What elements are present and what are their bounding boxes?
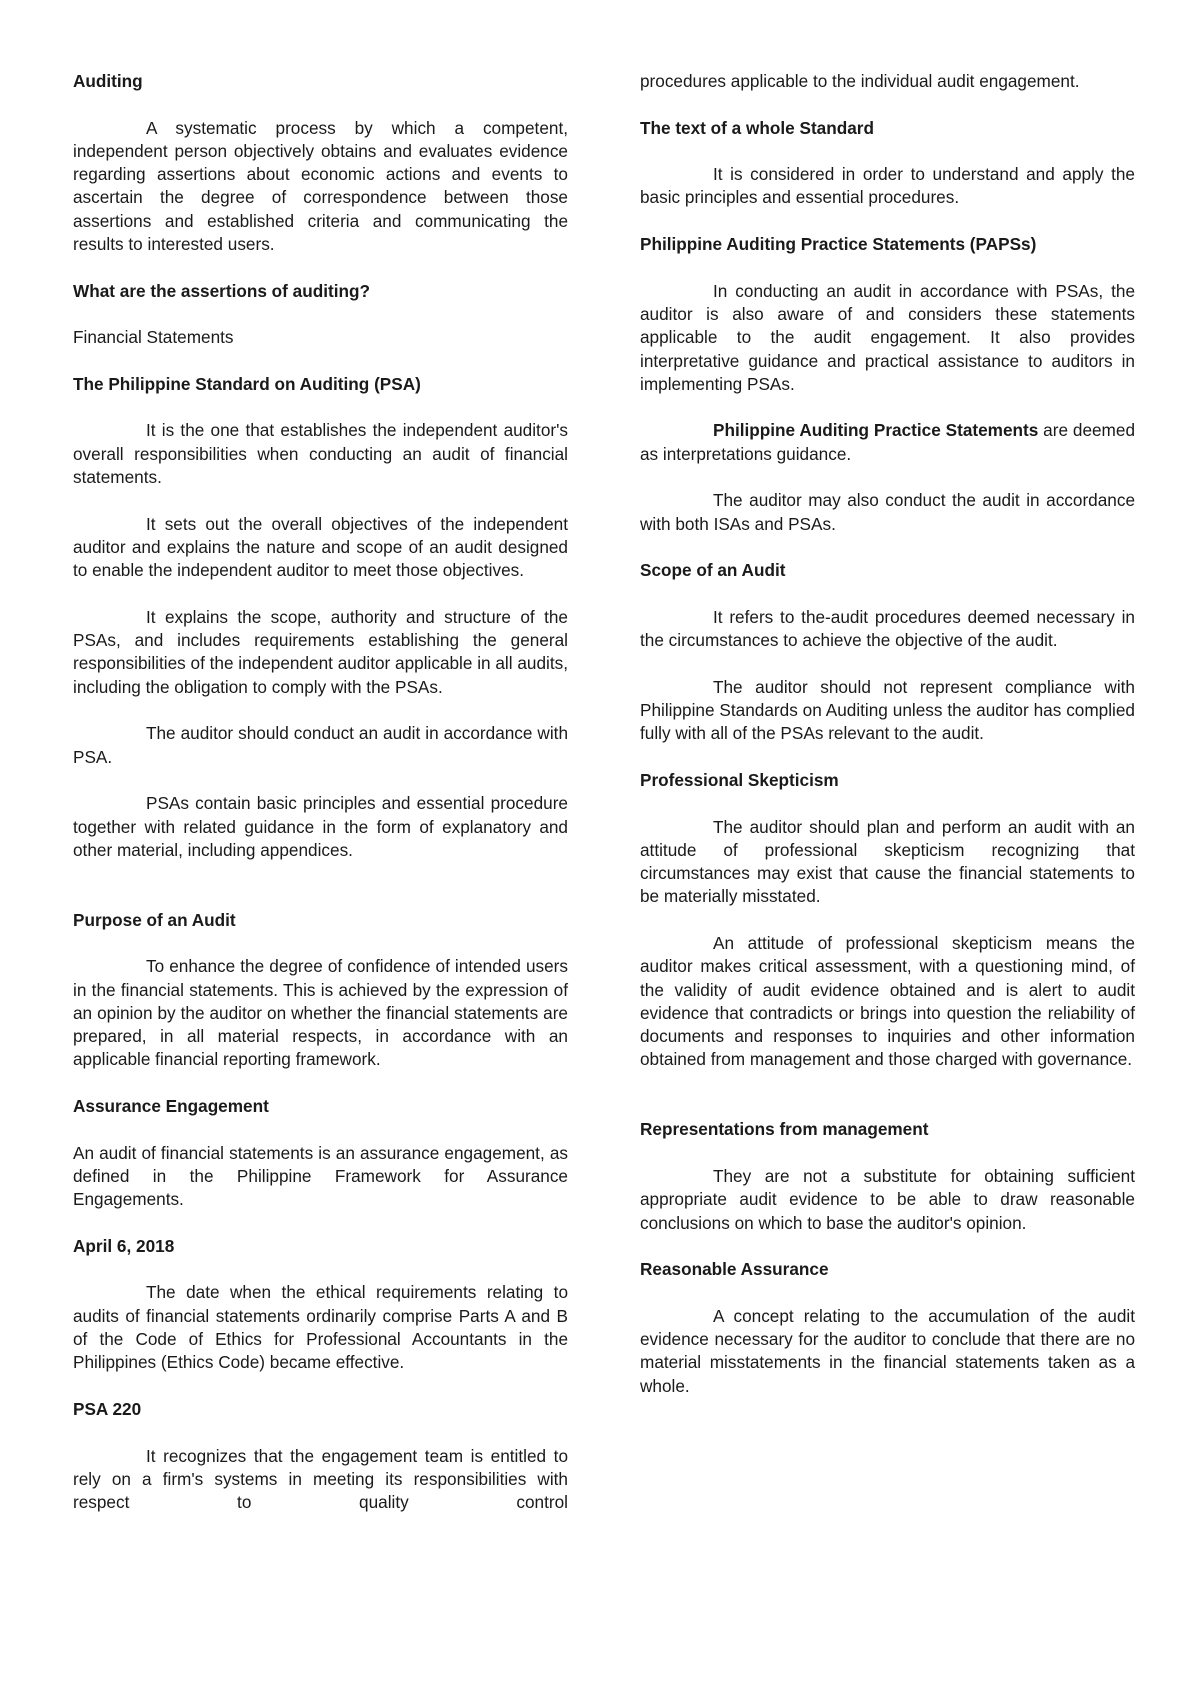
psa-paragraph: It sets out the overall objectives of the independent auditor and explains the nature and scope of an audit designed to enable the independent auditor to meet those objectives. <box>73 513 568 581</box>
purpose-text: To enhance the degree of confidence of intended users in the financial statements. This is achieved by the expression of an opinion by the auditor on whether the financial statements are prepared, in all material respects, in accordance with an applicable financial reporting framework. <box>73 956 568 1070</box>
heading-psa: The Philippine Standard on Auditing (PSA) <box>73 373 421 394</box>
paps-isa-text: The auditor may also conduct the audit in accordance with both ISAs and PSAs. <box>640 490 1135 534</box>
right-column <box>640 70 1135 1398</box>
heading-scope: Scope of an Audit <box>640 560 786 581</box>
reasonable-text: A concept relating to the accumulation of the audit evidence necessary for the auditor to conclude that there are no material misstatements in the financial statements taken as a whole. <box>640 1305 1135 1396</box>
heading-skepticism: Professional Skepticism <box>640 769 839 790</box>
heading-psa220: PSA 220 <box>73 1398 142 1419</box>
heading-representations: Representations from management <box>640 1119 929 1140</box>
psa-paragraph: The auditor should conduct an audit in accordance with PSA. <box>73 723 568 767</box>
psa220-text: It recognizes that the engagement team is entitled to rely on a firm's systems in meeting its responsibilities with respect to quality control <box>73 1445 568 1513</box>
april-text: The date when the ethical requirements relating to audits of financial statements ordinarily comprise Parts A and B of the Code of Ethics for Professional Accountants in the Philippines (Ethics Code) became effective. <box>73 1282 568 1373</box>
heading-purpose: Purpose of an Audit <box>73 909 236 930</box>
scope-paragraph: The auditor should not represent compliance with Philippine Standards on Auditing unless the auditor has complied fully with all of the PSAs relevant to the audit. <box>640 676 1135 744</box>
paps-bold-term-rest: are deemed as interpretations guidance. <box>640 420 1135 464</box>
heading-assurance: Assurance Engagement <box>73 1096 269 1117</box>
psa-paragraph: PSAs contain basic principles and essential procedure together with related guidance in the form of explanatory and other material, including appendices. <box>73 793 568 860</box>
heading-assertions-question: What are the assertions of auditing? <box>73 280 370 301</box>
auditing-definition: A systematic process by which a competent, independent person objectively obtains and evaluates evidence regarding assertions about economic actions and events to ascertain the degree of correspondence between those assertions and established criteria and communicating the results to interested users. <box>73 117 568 255</box>
heading-april: April 6, 2018 <box>73 1235 175 1256</box>
representations-text: They are not a substitute for obtaining sufficient appropriate audit evidence to be able to draw reasonable conclusions on which to base the auditor's opinion. <box>640 1165 1135 1233</box>
assurance-text: An audit of financial statements is an assurance engagement, as defined in the Philippine Framework for Assurance Engagements. <box>73 1142 568 1210</box>
continuation-text: procedures applicable to the individual audit engagement. <box>640 71 1080 91</box>
heading-whole-standard: The text of a whole Standard <box>640 117 874 138</box>
heading-reasonable: Reasonable Assurance <box>640 1259 829 1280</box>
skepticism-paragraph: The auditor should plan and perform an audit with an attitude of professional skepticism recognizing that circumstances may exist that cause the financial statements to be materially misstated. <box>640 816 1135 907</box>
psa-paragraph: It explains the scope, authority and structure of the PSAs, and includes requirements establishing the general responsibilities of the independent auditor applicable in all audits, including the obligation to comply with the PSAs. <box>73 606 568 697</box>
assertions-answer: Financial Statements <box>73 327 234 348</box>
heading-auditing: Auditing <box>73 71 143 91</box>
heading-paps: Philippine Auditing Practice Statements (PAPSs) <box>640 234 1037 255</box>
paps-text: In conducting an audit in accordance with PSAs, the auditor is also aware of and considers these statements applicable to the audit engagement. It also provides interpretative guidance and practical assistance to auditors in implementing PSAs. <box>640 280 1135 394</box>
psa-paragraph: It is the one that establishes the independent auditor's overall responsibilities when conducting an audit of financial statements. <box>73 420 568 488</box>
scope-paragraph: It refers to the-audit procedures deemed necessary in the circumstances to achieve the objective of the audit. <box>640 606 1135 651</box>
whole-standard-text: It is considered in order to understand and apply the basic principles and essential procedures. <box>640 164 1135 208</box>
skepticism-paragraph: An attitude of professional skepticism means the auditor makes critical assessment, with a questioning mind, of the validity of audit evidence obtained and is alert to audit evidence that contradicts or brings into question the reliability of documents and responses to inquiries and other information obtained from management and those charged with governance. <box>640 932 1135 1070</box>
paps-bold-term: Philippine Auditing Practice Statements <box>713 420 1039 441</box>
left-column <box>73 70 568 1514</box>
paps-interpretation <box>640 419 1135 466</box>
